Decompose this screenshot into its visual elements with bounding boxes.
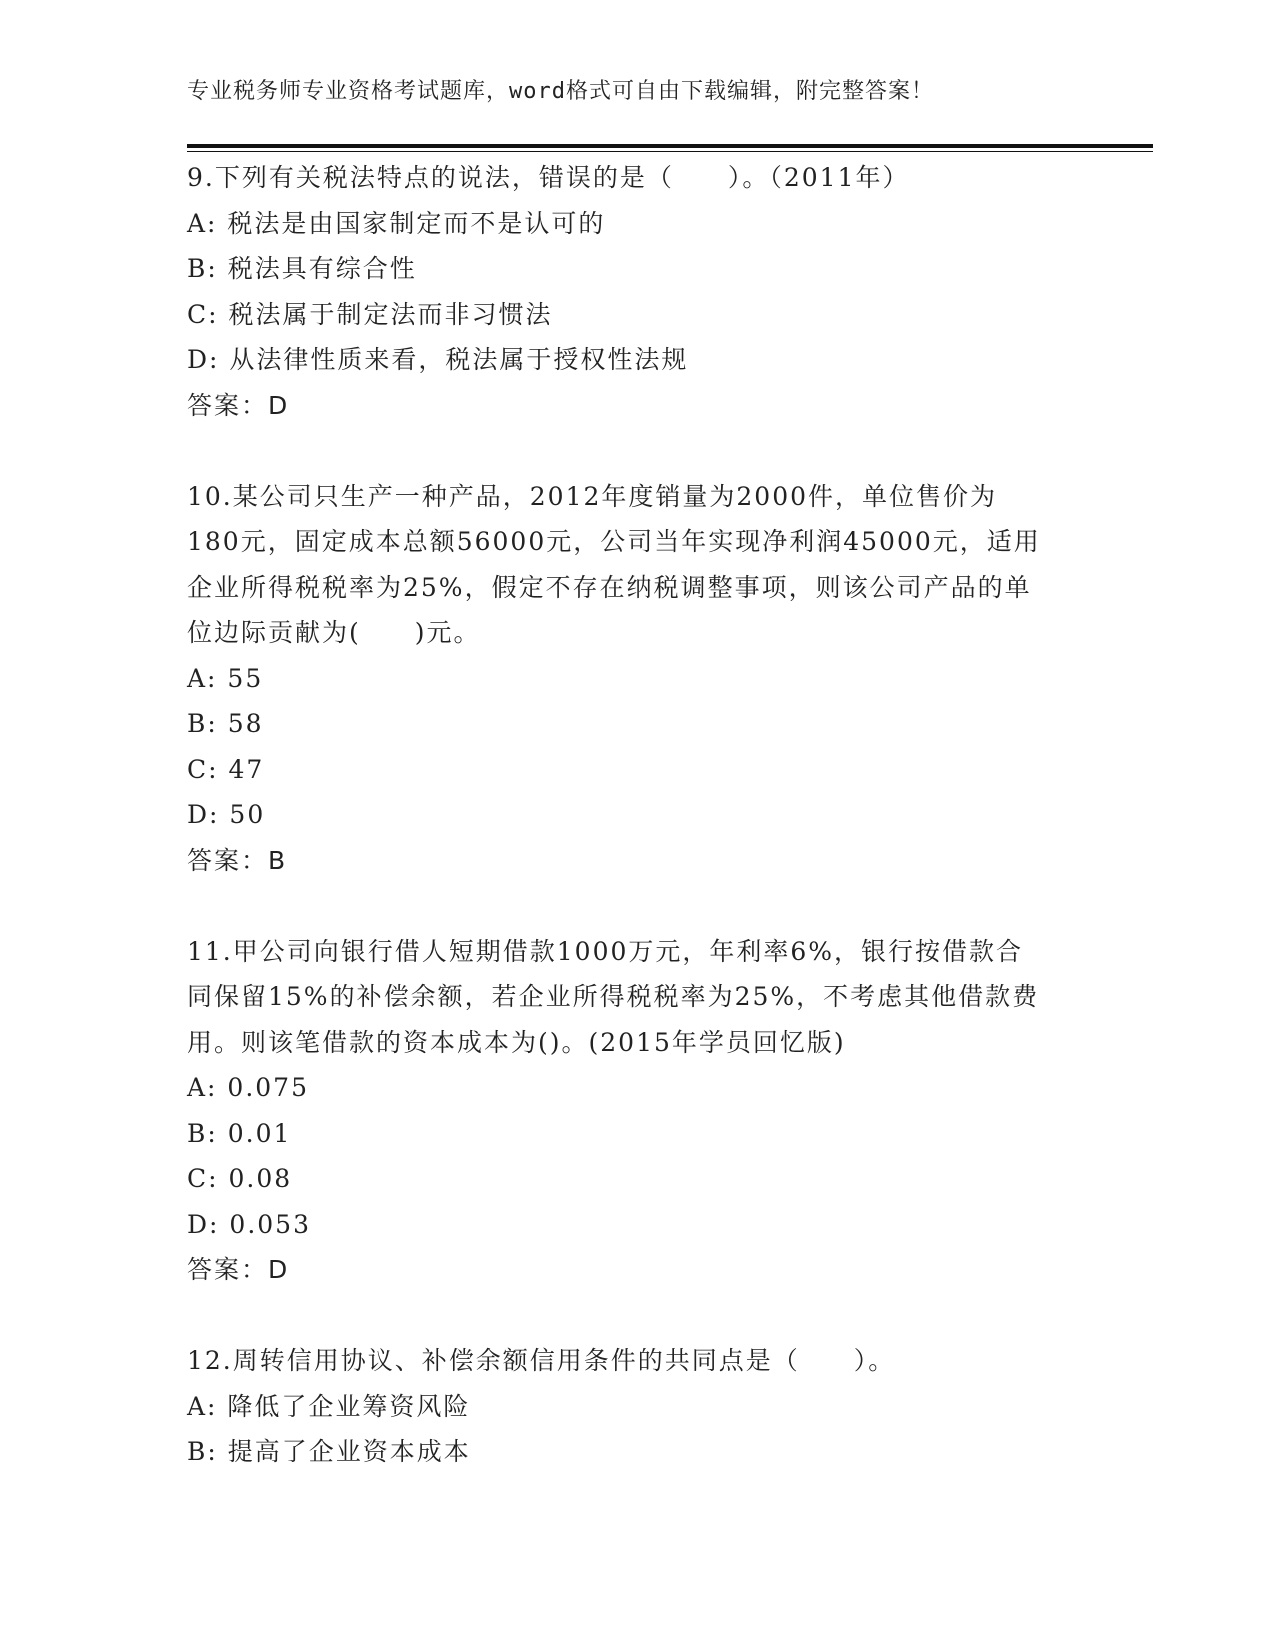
question-stem-line: 同保留15%的补偿余额，若企业所得税税率为25%，不考虑其他借款费 [187, 982, 1040, 1011]
header-divider-thin [187, 151, 1153, 152]
option-b: B: 税法具有综合性 [187, 254, 417, 283]
question-12 [187, 1338, 1087, 1475]
answer-label: 答案：D [187, 390, 290, 420]
question-stem-line: 11.甲公司向银行借人短期借款1000万元，年利率6%，银行按借款合 [187, 936, 1024, 966]
question-11 [187, 929, 1087, 1293]
question-stem-line: 12.周转信用协议、补偿余额信用条件的共同点是（ ）。 [187, 1346, 896, 1375]
option-d: D: 0.053 [187, 1209, 311, 1239]
option-d: D: 50 [187, 800, 266, 829]
option-a: A: 0.075 [187, 1073, 309, 1102]
option-a: A: 55 [187, 663, 264, 693]
option-a: A: 降低了企业筹资风险 [187, 1391, 471, 1421]
option-a: A: 税法是由国家制定而不是认可的 [187, 208, 606, 238]
option-b: B: 58 [187, 709, 264, 738]
header-divider-thick [187, 144, 1153, 148]
question-stem [187, 1338, 1087, 1384]
question-stem-line: 位边际贡献为( )元。 [187, 618, 481, 647]
question-stem-line: 180元，固定成本总额56000元，公司当年实现净利润45000元，适用 [187, 527, 1041, 556]
question-stem-line: 用。则该笔借款的资本成本为()。(2015年学员回忆版) [187, 1027, 846, 1057]
question-stem-line: 企业所得税税率为25%，假定不存在纳税调整事项，则该公司产品的单 [187, 572, 1032, 602]
question-stem-line: 10.某公司只生产一种产品，2012年度销量为2000件，单位售价为 [187, 481, 998, 511]
answer-label: 答案：D [187, 1255, 290, 1284]
option-b: B: 提高了企业资本成本 [187, 1437, 471, 1466]
answer-label: 答案：B [187, 845, 288, 875]
option-c: C: 0.08 [187, 1164, 293, 1193]
option-d: D: 从法律性质来看，税法属于授权性法规 [187, 345, 689, 374]
option-c: C: 47 [187, 754, 265, 784]
question-stem [187, 474, 1087, 656]
option-c: C: 税法属于制定法而非习惯法 [187, 299, 553, 329]
question-list [187, 155, 1087, 1475]
page-header: 专业税务师专业资格考试题库，word格式可自由下载编辑，附完整答案！ [187, 79, 934, 104]
question-stem-line: 9.下列有关税法特点的说法，错误的是（ ）。（2011年） [187, 163, 910, 192]
question-stem [187, 929, 1087, 1066]
option-b: B: 0.01 [187, 1118, 292, 1148]
question-stem [187, 155, 1087, 201]
question-10 [187, 474, 1087, 884]
question-9 [187, 155, 1087, 428]
